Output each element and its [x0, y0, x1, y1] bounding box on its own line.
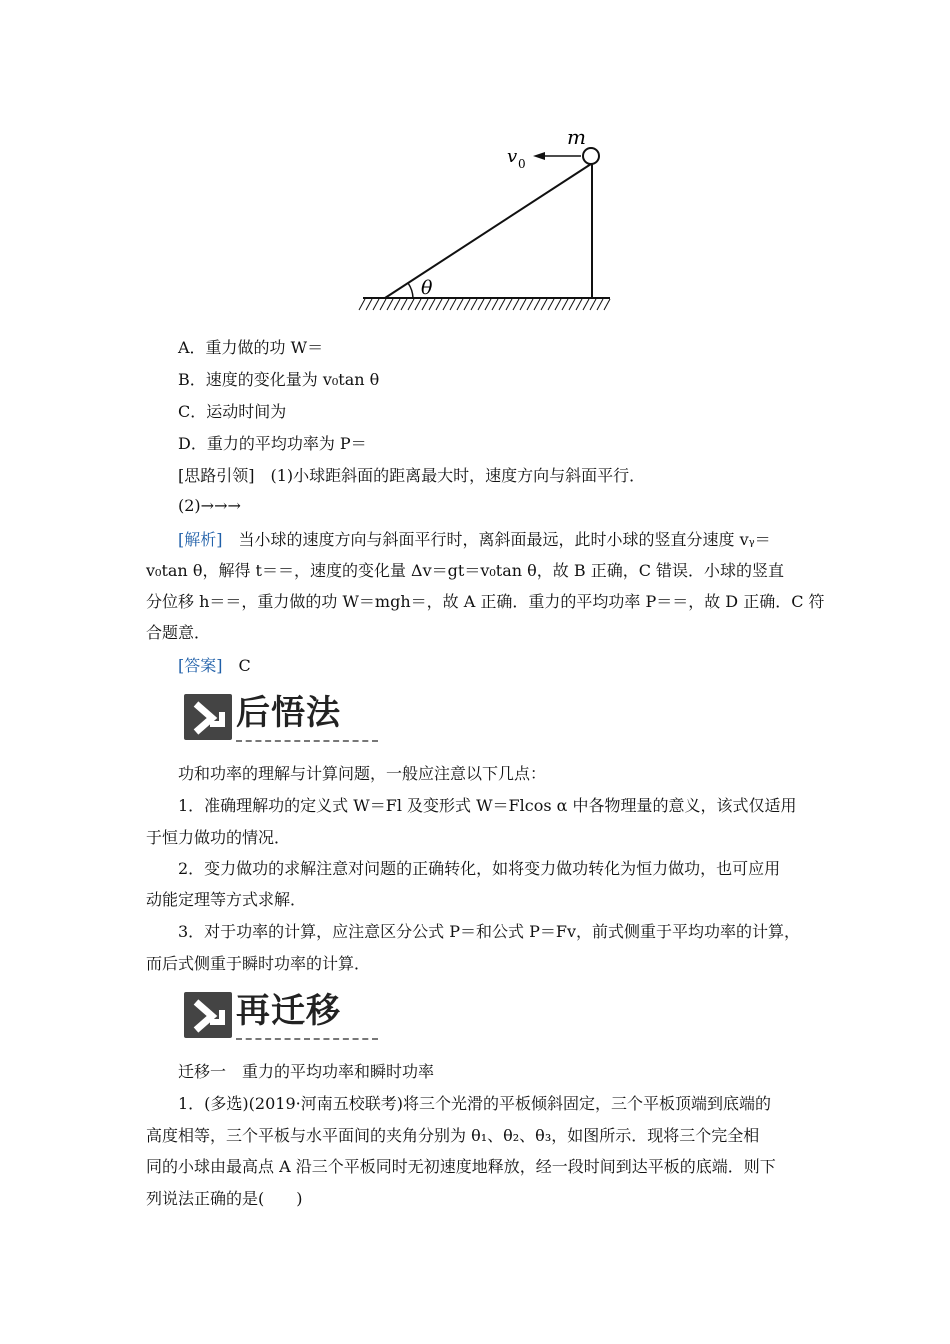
analysis-line-3: 分位移 h＝＝，重力做的功 W＝mgh＝，故 A 正确．重力的平均功率 P＝＝，故 D 正确．C 符	[146, 592, 825, 611]
ball	[583, 148, 599, 164]
analysis-text-1: 当小球的速度方向与斜面平行时，离斜面最远，此时小球的竖直分速度 vᵧ＝	[222, 530, 771, 549]
section1-point3-line1: 3．对于功率的计算，应注意区分公式 P＝和公式 P＝Fv，前式侧重于平均功率的计算，	[178, 922, 801, 941]
arrow-badge-icon	[184, 694, 232, 740]
ground-hatch	[359, 299, 610, 310]
section-title-houwufa: 后悟法	[236, 693, 341, 733]
hint-text-1: (1)小球距斜面的距离最大时，速度方向与斜面平行．	[254, 466, 646, 485]
section-banner-houwufa	[178, 688, 378, 746]
banner-dash-divider	[236, 740, 378, 742]
incline-diagram	[355, 118, 615, 318]
hint-line-2: (2)→→→	[178, 496, 241, 515]
hint-label: [思路引领]	[178, 466, 255, 485]
section1-point1-line1: 1．准确理解功的定义式 W＝Fl 及变形式 W＝Flcos α 中各物理量的意义，该式仅适用	[178, 796, 797, 815]
question1-line3: 同的小球由最高点 A 沿三个平板同时无初速度地释放，经一段时间到达平板的底端．则下	[146, 1157, 776, 1176]
incline-surface	[385, 164, 591, 298]
question1-line2: 高度相等，三个平板与水平面间的夹角分别为 θ₁、θ₂、θ₃，如图所示．现将三个完全相	[146, 1126, 760, 1145]
section1-point1-line2: 于恒力做功的情况．	[146, 828, 291, 847]
section-banner-zaiqianyi	[178, 986, 378, 1044]
incline-figure	[355, 118, 615, 318]
section2-subtitle: 迁移一 重力的平均功率和瞬时功率	[178, 1062, 435, 1081]
answer-label: [答案]	[178, 656, 223, 675]
answer-value: C	[222, 656, 251, 675]
option-b: B．速度的变化量为 v₀tan θ	[178, 370, 380, 389]
option-c: C．运动时间为	[178, 402, 287, 421]
analysis-line-1	[178, 530, 842, 550]
section1-point2-line2: 动能定理等方式求解．	[146, 890, 307, 909]
velocity-arrowhead	[533, 152, 545, 160]
banner-dash-divider	[236, 1038, 378, 1040]
option-d: D．重力的平均功率为 P＝	[178, 434, 367, 453]
analysis-label: [解析]	[178, 530, 223, 549]
section1-point3-line2: 而后式侧重于瞬时功率的计算．	[146, 954, 371, 973]
section1-intro: 功和功率的理解与计算问题，一般应注意以下几点：	[178, 764, 547, 783]
angle-label: θ	[421, 277, 433, 299]
mass-label: m	[567, 125, 586, 149]
section1-point2-line1: 2．变力做功的求解注意对问题的正确转化，如将变力做功转化为恒力做功，也可应用	[178, 859, 781, 878]
option-a: A．重力做的功 W＝	[178, 338, 324, 357]
arrow-badge-icon	[184, 992, 232, 1038]
hint-line-1	[178, 466, 842, 486]
analysis-line-2: v₀tan θ，解得 t＝＝，速度的变化量 Δv＝gt＝v₀tan θ，故 B 正确，C 错误．小球的竖直	[146, 561, 785, 580]
velocity-subscript: 0	[518, 157, 526, 171]
question1-line4: 列说法正确的是( )	[146, 1189, 303, 1208]
analysis-line-4: 合题意．	[146, 623, 211, 642]
angle-arc	[408, 283, 413, 298]
section-title-zaiqianyi: 再迁移	[236, 991, 341, 1031]
velocity-label: v	[507, 146, 518, 167]
question1-line1: 1．(多选)(2019·河南五校联考)将三个光滑的平板倾斜固定，三个平板顶端到底端的	[178, 1094, 771, 1113]
answer-line	[178, 656, 842, 676]
